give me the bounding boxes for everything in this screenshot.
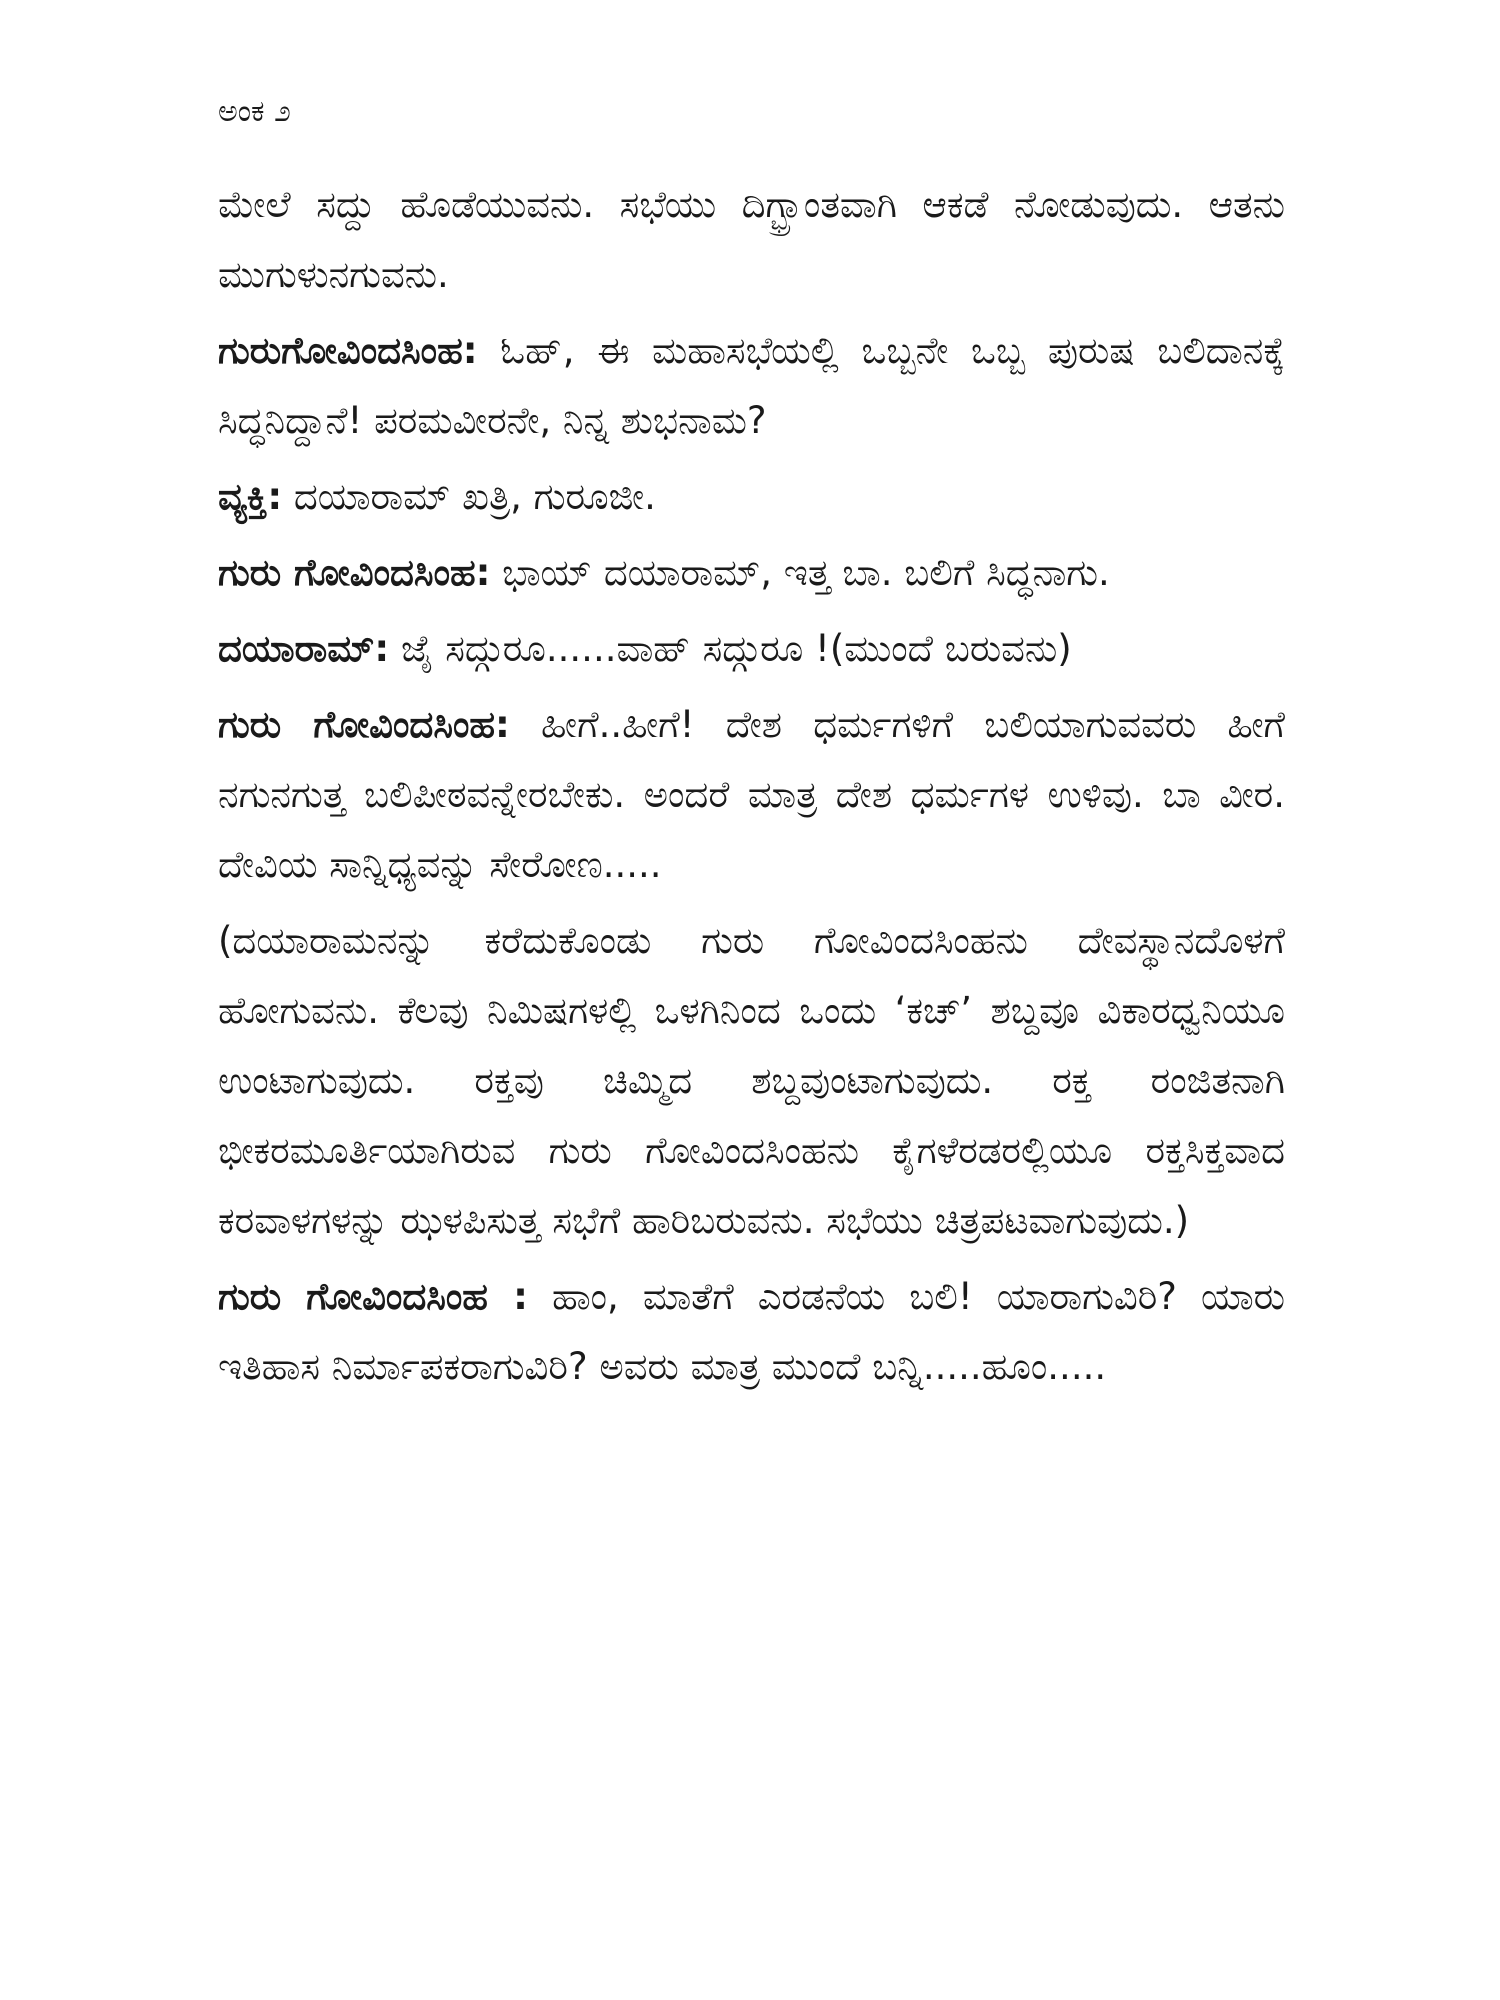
- dialogue-paragraph: [218, 1262, 1285, 1402]
- speaker-name: ಗುರು ಗೋವಿಂದಸಿಂಹ:: [218, 551, 491, 594]
- speaker-name: ವ್ಯಕ್ತಿ:: [218, 475, 283, 518]
- dialogue-text: ಭಾಯ್ ದಯಾರಾಮ್, ಇತ್ತ ಬಾ. ಬಲಿಗೆ ಸಿದ್ಧನಾಗು.: [502, 551, 1110, 594]
- speaker-name: ಗುರು ಗೋವಿಂದಸಿಂಹ:: [218, 703, 510, 746]
- page-header: ಅಂಕ ೨: [218, 94, 291, 129]
- paragraph-text: ಮೇಲೆ ಸದ್ದು ಹೊಡೆಯುವನು. ಸಭೆಯು ದಿಗ್ಭ್ರಾಂತವಾಗಿ ಆಕಡೆ ನೋಡುವುದು. ಆತನು ಮುಗುಳುನಗುವನು.: [218, 183, 1285, 296]
- dialogue-paragraph: [218, 614, 1285, 684]
- stage-direction: [218, 170, 1285, 310]
- dialogue-text: ಓಹ್, ಈ ಮಹಾಸಭೆಯಲ್ಲಿ ಒಬ್ಬನೇ ಒಬ್ಬ ಪುರುಷ ಬಲಿದಾನಕ್ಕೆ ಸಿದ್ಧನಿದ್ದಾನೆ! ಪರಮವೀರನೇ, ನಿನ್ನ ಶುಭನಾಮ?: [218, 329, 1285, 442]
- dialogue-paragraph: [218, 462, 1285, 532]
- paragraph-text: (ದಯಾರಾಮನನ್ನು ಕರೆದುಕೊಂಡು ಗುರು ಗೋವಿಂದಸಿಂಹನು ದೇವಸ್ಥಾನದೊಳಗೆ ಹೋಗುವನು. ಕೆಲವು ನಿಮಿಷಗಳಲ್ಲಿ ಒಳಗಿನಿಂದ ಒಂದು ‘ಕಚ್’ ಶಬ್ದವೂ ವಿಕಾರಧ್ವನಿಯೂ ಉಂಟಾಗುವುದು. ರಕ್ತವು ಚಿಮ್ಮಿದ ಶಬ್ದವುಂಟಾಗುವುದು. ರಕ್ತ ರಂಜಿತನಾಗಿ ಭೀಕರಮೂರ್ತಿಯಾಗಿರುವ ಗುರು ಗೋವಿಂದಸಿಂಹನು ಕೈಗಳೆರಡರಲ್ಲಿಯೂ ರಕ್ತಸಿಕ್ತವಾದ ಕರವಾಳಗಳನ್ನು ಝಳಪಿಸುತ್ತ ಸಭೆಗೆ ಹಾರಿಬರುವನು. ಸಭೆಯು ಚಿತ್ರಪಟವಾಗುವುದು.): [218, 919, 1285, 1242]
- dialogue-text: ದಯಾರಾಮ್ ಖತ್ರಿ, ಗುರೂಜೀ.: [293, 475, 656, 518]
- speaker-name: ಗುರು ಗೋವಿಂದಸಿಂಹ :: [218, 1275, 528, 1318]
- dialogue-text: ಹೀಗೆ..ಹೀಗೆ! ದೇಶ ಧರ್ಮಗಳಿಗೆ ಬಲಿಯಾಗುವವರು ಹೀಗೆ ನಗುನಗುತ್ತ ಬಲಿಪೀಠವನ್ನೇರಬೇಕು. ಅಂದರೆ ಮಾತ್ರ ದೇಶ ಧರ್ಮಗಳ ಉಳಿವು. ಬಾ ವೀರ. ದೇವಿಯ ಸಾನ್ನಿಧ್ಯವನ್ನು ಸೇರೋಣ.....: [218, 703, 1285, 886]
- dialogue-text: ಜೈ ಸದ್ಗುರೂ......ವಾಹ್ ಸದ್ಗುರೂ !(ಮುಂದೆ ಬರುವನು): [400, 627, 1072, 670]
- dialogue-paragraph: [218, 538, 1285, 608]
- dialogue-paragraph: [218, 690, 1285, 900]
- stage-direction: [218, 906, 1285, 1256]
- speaker-name: ಗುರುಗೋವಿಂದಸಿಂಹ:: [218, 329, 478, 372]
- speaker-name: ದಯಾರಾಮ್:: [218, 627, 390, 670]
- dialogue-paragraph: [218, 316, 1285, 456]
- dialogue-text: ಹಾಂ, ಮಾತೆಗೆ ಎರಡನೆಯ ಬಲಿ! ಯಾರಾಗುವಿರಿ? ಯಾರು ಇತಿಹಾಸ ನಿರ್ಮಾಪಕರಾಗುವಿರಿ? ಅವರು ಮಾತ್ರ ಮುಂದೆ ಬನ್ನಿ.....ಹೂಂ.....: [218, 1275, 1285, 1388]
